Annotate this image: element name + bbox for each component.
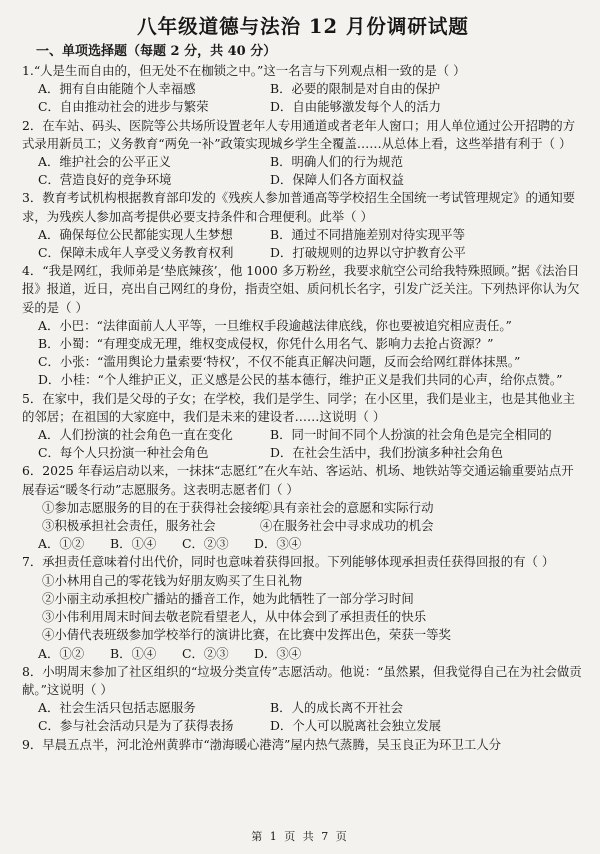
option-d: D．③④: [254, 645, 302, 661]
question-7: [22, 553, 584, 662]
option-a: A．①②: [38, 645, 85, 661]
option-c: C．保障未成年人享受义务教育权利: [38, 245, 234, 261]
option-b: B．明确人们的行为规范: [270, 154, 404, 170]
question-8: [22, 663, 584, 736]
option-b: B．①④: [110, 536, 157, 552]
question-stem: 9．早晨五点半，河北沧州黄骅市“渤海暖心港湾”屋内热气蒸腾，吴玉良正为环卫工人分: [22, 736, 502, 752]
statement-2: ②小丽主动承担校广播站的播音工作，她为此牺牲了一部分学习时间: [42, 590, 414, 606]
option-b: B．小蜀：“有理变成无理，维权变成侵权，你凭什么用名气、影响力去抢占资源？”: [38, 336, 494, 352]
option-a: A．拥有自由能随个人幸福感: [38, 81, 196, 97]
option-d: D．保障人们各方面权益: [270, 172, 404, 188]
question-4: [22, 262, 584, 389]
section-heading: 一、单项选择题（每题 2 分，共 40 分）: [36, 44, 277, 59]
option-a: A．①②: [38, 536, 85, 552]
option-c: C．小张：“滥用舆论力量索要‘特权’，不仅不能真正解决问题，反而会给网红群体抹黑。”: [38, 354, 521, 370]
option-a: A．维护社会的公平正义: [38, 154, 171, 170]
option-c: C．②③: [182, 645, 229, 661]
statement-4: ④在服务社会中寻求成功的机会: [260, 518, 434, 534]
option-c: C．营造良好的竞争环境: [38, 172, 172, 188]
option-c: C．自由推动社会的进步与繁荣: [38, 99, 209, 115]
statement-3: ③积极承担社会责任，服务社会: [42, 518, 216, 534]
question-1: [22, 62, 584, 117]
option-a: A．社会生活只包括志愿服务: [38, 700, 196, 716]
page-footer: 第 1 页 共 7 页: [251, 830, 349, 843]
statement-4: ④小倩代表班级参加学校举行的演讲比赛，在比赛中发挥出色，荣获一等奖: [42, 627, 451, 643]
exam-title: 八年级道德与法治 12 月份调研试题: [137, 15, 469, 38]
option-a: A．人们扮演的社会角色一直在变化: [38, 427, 233, 443]
question-2: [22, 117, 584, 190]
question-stem: 5．在家中，我们是父母的子女；在学校，我们是学生、同学；在小区里，我们是业主，也是其他业主的邻居；在祖国的大家庭中，我们是未来的建设者……这说明（ ）: [22, 390, 576, 424]
option-c: C．参与社会活动只是为了获得表扬: [38, 718, 234, 734]
option-b: B．通过不同措施差别对待实现平等: [270, 226, 465, 242]
question-stem: 8．小明周末参加了社区组织的“垃圾分类宣传”志愿活动。他说：“虽然累，但我觉得自己在为社会做贡献。”这说明（ ）: [22, 663, 582, 697]
option-b: B．同一时间不同个人扮演的社会角色是完全相同的: [270, 427, 552, 443]
statement-1: ①小林用自己的零花钱为好朋友购买了生日礼物: [42, 572, 303, 588]
question-6: [22, 462, 584, 553]
question-5: [22, 390, 584, 463]
question-9: [22, 736, 584, 754]
option-d: D．打破规则的边界以守护教育公平: [270, 245, 466, 261]
option-d: D．在社会生活中，我们扮演多种社会角色: [270, 445, 503, 461]
option-d: D．小桂：“个人维护正义，正义感是公民的基本德行，维护正义是我们共同的心声，给你点赞。”: [38, 372, 563, 388]
statement-2: ②具有亲社会的意愿和实际行动: [260, 499, 434, 515]
question-stem: 4．“我是网红，我师弟是‘垫底辣孩’，他 1000 多万粉丝，我要求航空公司给我特殊照顾。”据《法治日报》报道，近日，亮出自己网红的身份，指责空姐、质问机长名字，引发广泛关注。下列热评你认为欠妥的是（ ）: [22, 263, 580, 315]
option-b: B．人的成长离不开社会: [270, 700, 404, 716]
question-stem: 3．教育考试机构根据教育部印发的《残疾人参加普通高等学校招生全国统一考试管理规定》的通知要求，为残疾人参加高考提供必要支持条件和合理便利。此举（ ）: [22, 190, 576, 224]
option-d: D．③④: [254, 536, 302, 552]
option-a: A．小巴：“法律面前人人平等，一旦维权手段逾越法律底线，你也要被追究相应责任。”: [38, 317, 512, 333]
option-b: B．必要的限制是对自由的保护: [270, 81, 441, 97]
statement-1: ①参加志愿服务的目的在于获得社会接纳: [42, 499, 266, 515]
question-stem: 7．承担责任意味着付出代价，同时也意味着获得回报。下列能够体现承担责任获得回报的有（ ）: [22, 554, 555, 570]
question-3: [22, 189, 584, 262]
option-b: B．①④: [110, 645, 157, 661]
question-stem: 6．2025 年春运启动以来，一抹抹“志愿红”在火车站、客运站、机场、地铁站等交通运输重要站点开展春运“暖冬行动”志愿服务。这表明志愿者们（ ）: [22, 463, 574, 497]
statement-3: ③小伟利用周末时间去敬老院看望老人，从中体会到了承担责任的快乐: [42, 609, 427, 625]
option-d: D．自由能够激发每个人的活力: [270, 99, 442, 115]
option-c: C．②③: [182, 536, 229, 552]
option-c: C．每个人只扮演一种社会角色: [38, 445, 209, 461]
question-stem: 1.“人是生而自由的，但无处不在枷锁之中。”这一名言与下列观点相一致的是（ ）: [22, 63, 466, 78]
question-stem: 2．在车站、码头、医院等公共场所设置老年人专用通道或者老年人窗口；用人单位通过公开招聘的方式录用新员工；义务教育“两免一补”政策实现城乡学生全覆盖……从总体上看，这些举措有利于（ ）: [22, 117, 576, 151]
option-a: A．确保每位公民都能实现人生梦想: [38, 226, 233, 242]
option-d: D．个人可以脱离社会独立发展: [270, 718, 442, 734]
